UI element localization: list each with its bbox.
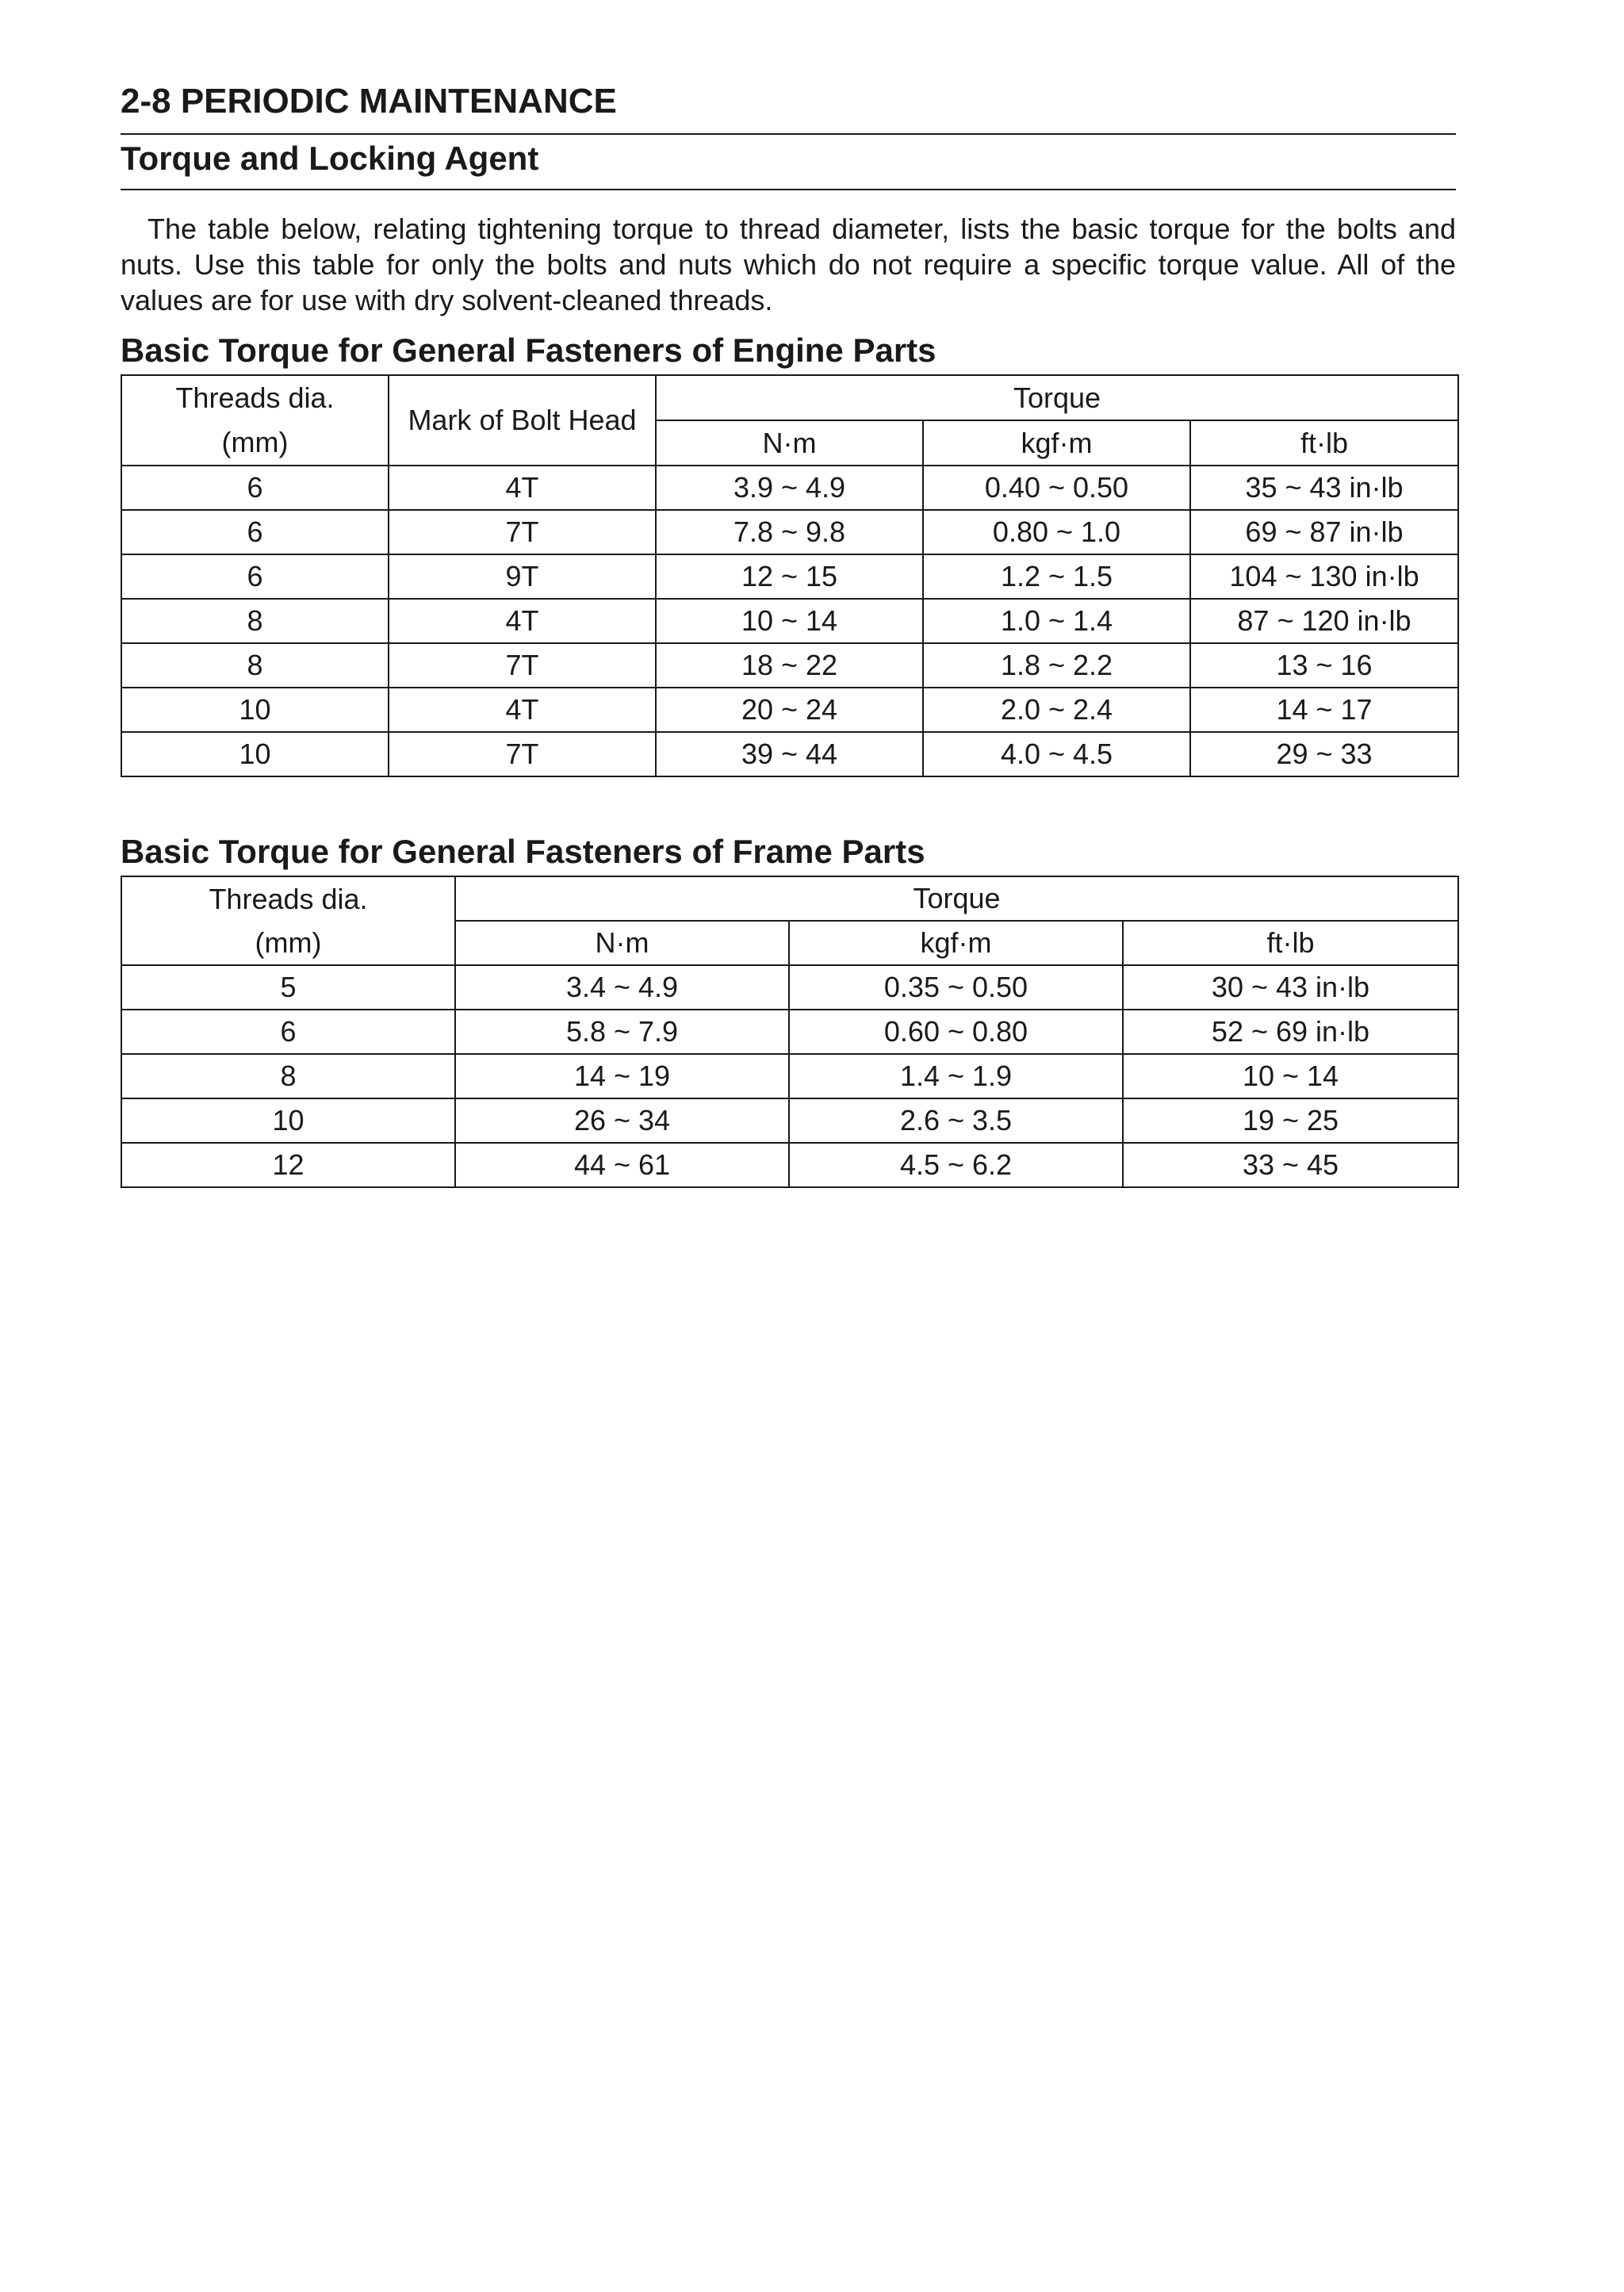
table-cell: 20 ~ 24 (656, 688, 923, 732)
engine-table-title: Basic Torque for General Fasteners of Engine Parts (121, 332, 936, 369)
table-cell: 69 ~ 87 in·lb (1190, 510, 1458, 554)
table-cell: 1.4 ~ 1.9 (789, 1054, 1123, 1098)
table-cell: 8 (121, 599, 389, 643)
intro-line: values are for use with dry solvent-cleaned threads. (121, 284, 773, 316)
chapter-rule (121, 133, 1456, 135)
table-cell: 19 ~ 25 (1123, 1098, 1458, 1143)
table-cell: 6 (121, 510, 389, 554)
table-cell: 0.35 ~ 0.50 (789, 965, 1123, 1010)
section-rule (121, 189, 1456, 190)
header-threads-line1: Threads dia. (175, 381, 335, 414)
header-mark-of-bolt-head: Mark of Bolt Head (389, 375, 656, 466)
table-cell: 10 (121, 688, 389, 732)
table-row (121, 688, 1458, 732)
table-cell: 14 ~ 19 (455, 1054, 789, 1098)
header-threads-line2: (mm) (121, 921, 455, 965)
header-threads-line1: Threads dia. (121, 876, 455, 921)
table-row (121, 1054, 1458, 1098)
table-cell: 8 (121, 643, 389, 688)
table-cell: 8 (121, 1054, 455, 1098)
table-row (121, 1010, 1458, 1054)
table-cell: 18 ~ 22 (656, 643, 923, 688)
table-cell: 2.6 ~ 3.5 (789, 1098, 1123, 1143)
table-cell: 7T (389, 643, 656, 688)
header-nm: N·m (455, 921, 789, 965)
table-cell: 5.8 ~ 7.9 (455, 1010, 789, 1054)
table-cell: 33 ~ 45 (1123, 1143, 1458, 1187)
table-cell: 6 (121, 466, 389, 510)
table-cell: 7.8 ~ 9.8 (656, 510, 923, 554)
table-cell: 4T (389, 688, 656, 732)
table-cell: 29 ~ 33 (1190, 732, 1458, 776)
table-cell: 0.40 ~ 0.50 (923, 466, 1190, 510)
table-cell: 35 ~ 43 in·lb (1190, 466, 1458, 510)
table-cell: 52 ~ 69 in·lb (1123, 1010, 1458, 1054)
table-cell: 10 ~ 14 (656, 599, 923, 643)
section-title: Torque and Locking Agent (121, 140, 539, 177)
header-nm: N·m (656, 420, 923, 466)
header-threads-line2: (mm) (221, 426, 289, 458)
table-row (121, 510, 1458, 554)
table-cell: 4.0 ~ 4.5 (923, 732, 1190, 776)
table-cell: 3.9 ~ 4.9 (656, 466, 923, 510)
table-row (121, 466, 1458, 510)
table-cell: 10 (121, 1098, 455, 1143)
table-cell: 13 ~ 16 (1190, 643, 1458, 688)
header-torque: Torque (656, 375, 1458, 420)
header-torque: Torque (455, 876, 1458, 921)
table-cell: 2.0 ~ 2.4 (923, 688, 1190, 732)
frame-torque-table (121, 876, 1459, 1188)
header-kgfm: kgf·m (789, 921, 1123, 965)
table-cell: 3.4 ~ 4.9 (455, 965, 789, 1010)
header-threads-dia (121, 375, 389, 466)
table-cell: 9T (389, 554, 656, 599)
table-cell: 4T (389, 599, 656, 643)
table-cell: 1.8 ~ 2.2 (923, 643, 1190, 688)
chapter-title: 2-8 PERIODIC MAINTENANCE (121, 82, 617, 121)
table-cell: 1.2 ~ 1.5 (923, 554, 1190, 599)
table-cell: 6 (121, 1010, 455, 1054)
table-cell: 10 ~ 14 (1123, 1054, 1458, 1098)
table-cell: 26 ~ 34 (455, 1098, 789, 1143)
table-cell: 7T (389, 732, 656, 776)
table-row (121, 1098, 1458, 1143)
table-row (121, 1143, 1458, 1187)
table-row (121, 965, 1458, 1010)
header-ftlb: ft·lb (1190, 420, 1458, 466)
header-kgfm: kgf·m (923, 420, 1190, 466)
table-cell: 0.80 ~ 1.0 (923, 510, 1190, 554)
table-cell: 4.5 ~ 6.2 (789, 1143, 1123, 1187)
table-cell: 104 ~ 130 in·lb (1190, 554, 1458, 599)
table-row (121, 643, 1458, 688)
frame-table-title: Basic Torque for General Fasteners of Frame Parts (121, 833, 925, 870)
table-row (121, 599, 1458, 643)
table-cell: 14 ~ 17 (1190, 688, 1458, 732)
engine-torque-table (121, 374, 1459, 777)
intro-paragraph (121, 211, 1456, 318)
table-cell: 39 ~ 44 (656, 732, 923, 776)
table-cell: 87 ~ 120 in·lb (1190, 599, 1458, 643)
table-cell: 30 ~ 43 in·lb (1123, 965, 1458, 1010)
intro-line: nuts. Use this table for only the bolts and nuts which do not require a specific torque value. All of the (121, 248, 1456, 281)
table-cell: 7T (389, 510, 656, 554)
table-cell: 5 (121, 965, 455, 1010)
table-row (121, 732, 1458, 776)
intro-line: The table below, relating tightening torque to thread diameter, lists the basic torque for the bolts and (147, 213, 1456, 245)
table-cell: 10 (121, 732, 389, 776)
table-cell: 44 ~ 61 (455, 1143, 789, 1187)
table-cell: 12 (121, 1143, 455, 1187)
table-cell: 0.60 ~ 0.80 (789, 1010, 1123, 1054)
table-cell: 6 (121, 554, 389, 599)
table-cell: 1.0 ~ 1.4 (923, 599, 1190, 643)
table-cell: 4T (389, 466, 656, 510)
table-row (121, 554, 1458, 599)
table-cell: 12 ~ 15 (656, 554, 923, 599)
header-ftlb: ft·lb (1123, 921, 1458, 965)
